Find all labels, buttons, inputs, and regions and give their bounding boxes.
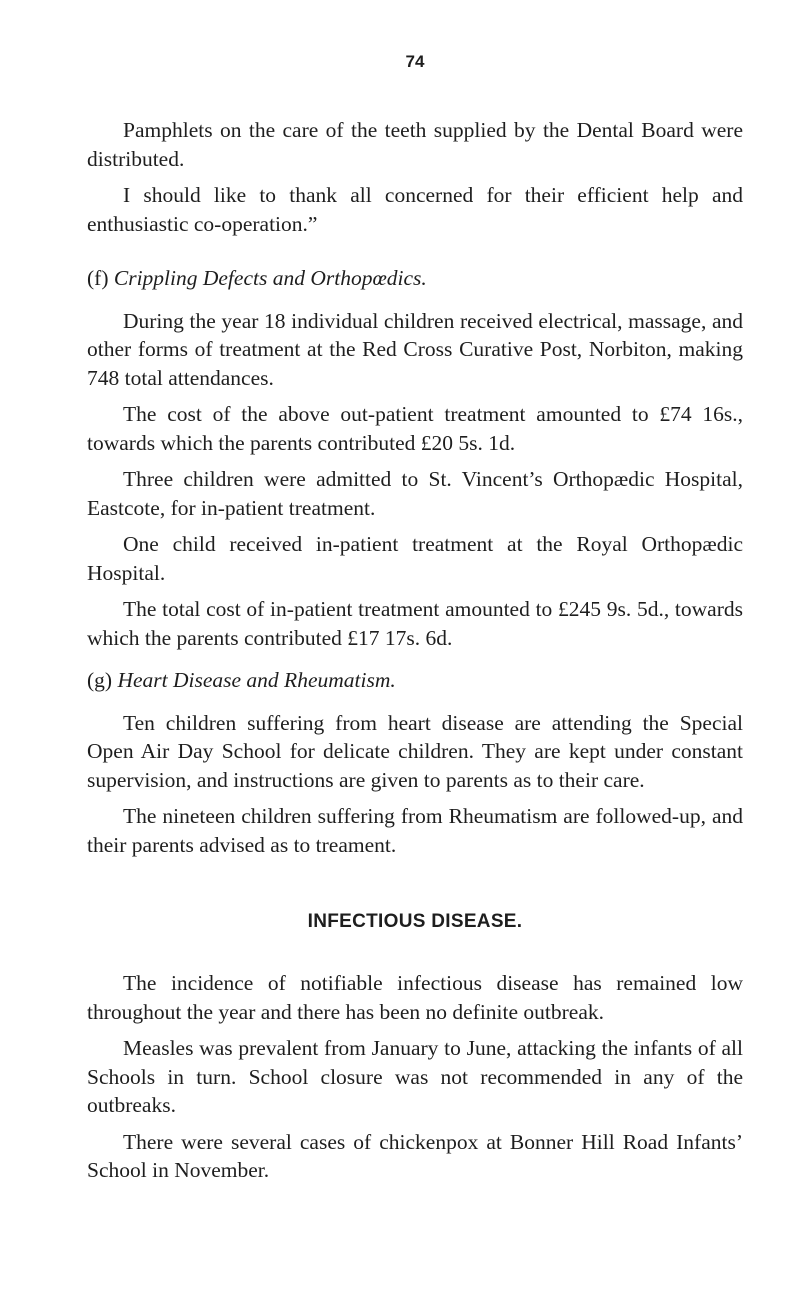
- paragraph-pamphlets: Pamphlets on the care of the teeth supplied by the Dental Board were distributed.: [87, 118, 743, 171]
- section-heading-crippling-defects: [87, 264, 743, 293]
- paragraph-f-3: Three children were admitted to St. Vincent’s Orthopædic Hospital, Eastcote, for in-patient treatment.: [87, 467, 743, 520]
- paragraph-thanks: I should like to thank all concerned for their efficient help and enthusiastic co-operation.”: [87, 183, 743, 236]
- section-heading-infectious-disease: INFECTIOUS DISEASE.: [307, 911, 523, 932]
- page-number: 74: [405, 52, 425, 71]
- section-label-g: (g): [87, 668, 113, 692]
- paragraph-f-1: During the year 18 individual children received electrical, massage, and other forms of treatment at the Red Cross Curative Post, Norbiton, making 748 total attendances.: [87, 308, 743, 390]
- paragraph-infectious-2: Measles was prevalent from January to June, attacking the infants of all Schools in turn. School closure was not recommended in any of the outbreaks.: [87, 1036, 743, 1117]
- paragraph-f-5: The total cost of in-patient treatment amounted to £245 9s. 5d., towards which the parents contributed £17 17s. 6d.: [87, 597, 743, 650]
- section-title-crippling-defects: Crippling Defects and Orthopœdics.: [113, 266, 427, 290]
- paragraph-g-2: The nineteen children suffering from Rheumatism are followed-up, and their parents advised as to treament.: [87, 804, 743, 857]
- section-heading-heart-disease: [87, 666, 743, 695]
- paragraph-g-1: Ten children suffering from heart disease are attending the Special Open Air Day School for delicate children. They are kept under constant supervision, and instructions are given to parents as to their care.: [87, 710, 743, 792]
- section-label-f: (f): [87, 266, 109, 290]
- paragraph-f-2: The cost of the above out-patient treatment amounted to £74 16s., towards which the parents contributed £20 5s. 1d.: [87, 402, 743, 455]
- paragraph-infectious-3: There were several cases of chickenpox at Bonner Hill Road Infants’ School in November.: [87, 1129, 743, 1182]
- paragraph-infectious-1: The incidence of notifiable infectious disease has remained low throughout the year and there has been no definite outbreak.: [87, 971, 743, 1024]
- section-title-heart-disease: Heart Disease and Rheumatism.: [117, 668, 396, 692]
- document-page: [87, 52, 743, 1185]
- paragraph-f-4: One child received in-patient treatment at the Royal Orthopædic Hospital.: [87, 532, 743, 585]
